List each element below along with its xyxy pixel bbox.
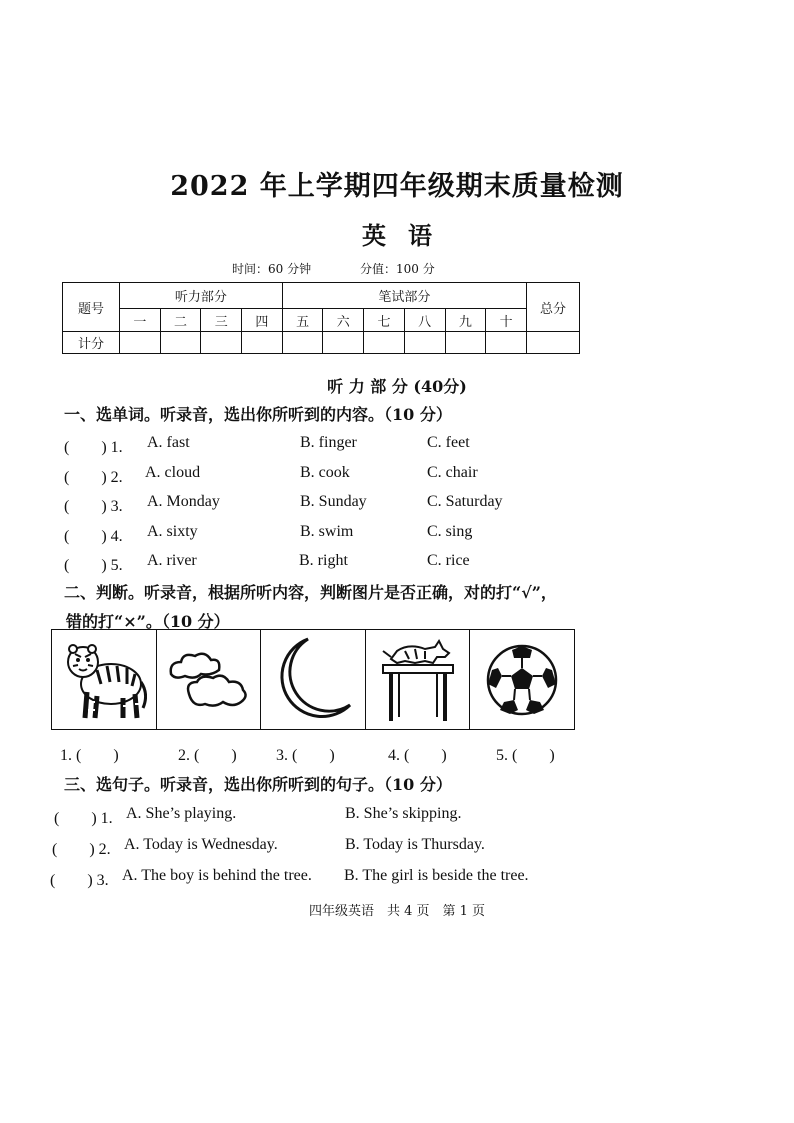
picture-strip bbox=[51, 629, 575, 730]
cloud-icon bbox=[165, 650, 251, 710]
score-cell-total[interactable] bbox=[527, 332, 580, 354]
score-table-listening-label: 听力部分 bbox=[120, 283, 283, 309]
score-table-score-label: 计分 bbox=[63, 332, 120, 354]
score-table-number: 十 bbox=[486, 309, 527, 332]
picture-answer-blank[interactable]: 1. ( ) bbox=[60, 747, 119, 764]
option-b: B. cook bbox=[300, 464, 350, 481]
option-b: B. Sunday bbox=[300, 493, 367, 510]
option-a: A. cloud bbox=[145, 464, 201, 481]
score-cell[interactable] bbox=[201, 332, 242, 354]
option-c: C. feet bbox=[427, 434, 470, 451]
picture-answer-blank[interactable]: 2. ( ) bbox=[178, 747, 237, 764]
score-table-number: 一 bbox=[120, 309, 161, 332]
option-b: B. finger bbox=[300, 434, 357, 451]
score-table-row-label: 题号 bbox=[63, 283, 120, 332]
score-cell[interactable] bbox=[364, 332, 405, 354]
question-number[interactable]: ( ) 3. bbox=[50, 872, 109, 889]
option-b: B. Today is Thursday. bbox=[345, 836, 485, 853]
page-footer: 四年级英语 共 4 页 第 1 页 bbox=[308, 904, 486, 919]
option-c: C. sing bbox=[427, 523, 473, 540]
picture-answer-blank[interactable]: 3. ( ) bbox=[276, 747, 335, 764]
section1-title: 一、选单词。听录音，选出你所听到的内容。（10 分） bbox=[64, 405, 452, 424]
score-table bbox=[62, 282, 580, 354]
question-number[interactable]: ( ) 5. bbox=[64, 557, 123, 574]
picture-answer-blank[interactable]: 4. ( ) bbox=[388, 747, 447, 764]
dog-on-table-icon bbox=[375, 637, 461, 723]
option-c: C. Saturday bbox=[427, 493, 503, 510]
tiger-icon bbox=[61, 638, 147, 722]
option-a: A. The boy is behind the tree. bbox=[122, 867, 312, 884]
option-a: A. fast bbox=[147, 434, 190, 451]
section2-title-line2: 错的打“×”。（10 分） bbox=[66, 612, 230, 631]
section3-title: 三、选句子。听录音，选出你所听到的句子。（10 分） bbox=[64, 775, 452, 794]
option-a: A. Today is Wednesday. bbox=[124, 836, 278, 853]
section2-title-line1: 二、判断。听录音，根据所听内容，判断图片是否正确，对的打“√”， bbox=[64, 583, 557, 602]
score-table-written-label: 笔试部分 bbox=[282, 283, 526, 309]
picture-cell bbox=[157, 630, 262, 729]
question-number[interactable]: ( ) 3. bbox=[64, 498, 123, 515]
crescent-moon-icon bbox=[270, 635, 356, 725]
listening-section-header: 听 力 部 分 (40分) bbox=[327, 377, 467, 396]
score-cell[interactable] bbox=[445, 332, 486, 354]
score-table-number: 五 bbox=[282, 309, 323, 332]
score-table-number: 七 bbox=[364, 309, 405, 332]
exam-total-score: 分值：100 分 bbox=[360, 262, 435, 276]
score-cell[interactable] bbox=[282, 332, 323, 354]
option-a: A. sixty bbox=[147, 523, 198, 540]
score-cell[interactable] bbox=[160, 332, 201, 354]
score-table-number: 二 bbox=[160, 309, 201, 332]
question-number[interactable]: ( ) 2. bbox=[64, 469, 123, 486]
score-cell[interactable] bbox=[323, 332, 364, 354]
question-number[interactable]: ( ) 2. bbox=[52, 841, 111, 858]
option-a: A. river bbox=[147, 552, 197, 569]
option-c: C. rice bbox=[427, 552, 470, 569]
question-number[interactable]: ( ) 1. bbox=[54, 810, 113, 827]
option-b: B. The girl is beside the tree. bbox=[344, 867, 529, 884]
score-cell[interactable] bbox=[120, 332, 161, 354]
score-table-number: 六 bbox=[323, 309, 364, 332]
option-b: B. She’s skipping. bbox=[345, 805, 462, 822]
question-number[interactable]: ( ) 1. bbox=[64, 439, 123, 456]
score-table-number: 四 bbox=[242, 309, 283, 332]
exam-title: 2022 年上学期四年级期末质量检测 bbox=[170, 171, 624, 202]
score-cell[interactable] bbox=[486, 332, 527, 354]
picture-answer-blank[interactable]: 5. ( ) bbox=[496, 747, 555, 764]
exam-time: 时间：60 分钟 bbox=[232, 262, 312, 276]
option-c: C. chair bbox=[427, 464, 478, 481]
option-a: A. She’s playing. bbox=[126, 805, 237, 822]
score-cell[interactable] bbox=[404, 332, 445, 354]
score-table-number: 九 bbox=[445, 309, 486, 332]
picture-cell bbox=[52, 630, 157, 729]
question-number[interactable]: ( ) 4. bbox=[64, 528, 123, 545]
option-b: B. swim bbox=[300, 523, 354, 540]
option-b: B. right bbox=[299, 552, 348, 569]
option-a: A. Monday bbox=[147, 493, 220, 510]
score-cell[interactable] bbox=[242, 332, 283, 354]
score-table-number: 八 bbox=[404, 309, 445, 332]
score-table-total-label: 总分 bbox=[527, 283, 580, 332]
exam-subject: 英语 bbox=[362, 221, 454, 250]
picture-cell bbox=[470, 630, 574, 729]
picture-cell bbox=[366, 630, 471, 729]
football-icon bbox=[482, 640, 562, 720]
score-table-number: 三 bbox=[201, 309, 242, 332]
picture-cell bbox=[261, 630, 366, 729]
